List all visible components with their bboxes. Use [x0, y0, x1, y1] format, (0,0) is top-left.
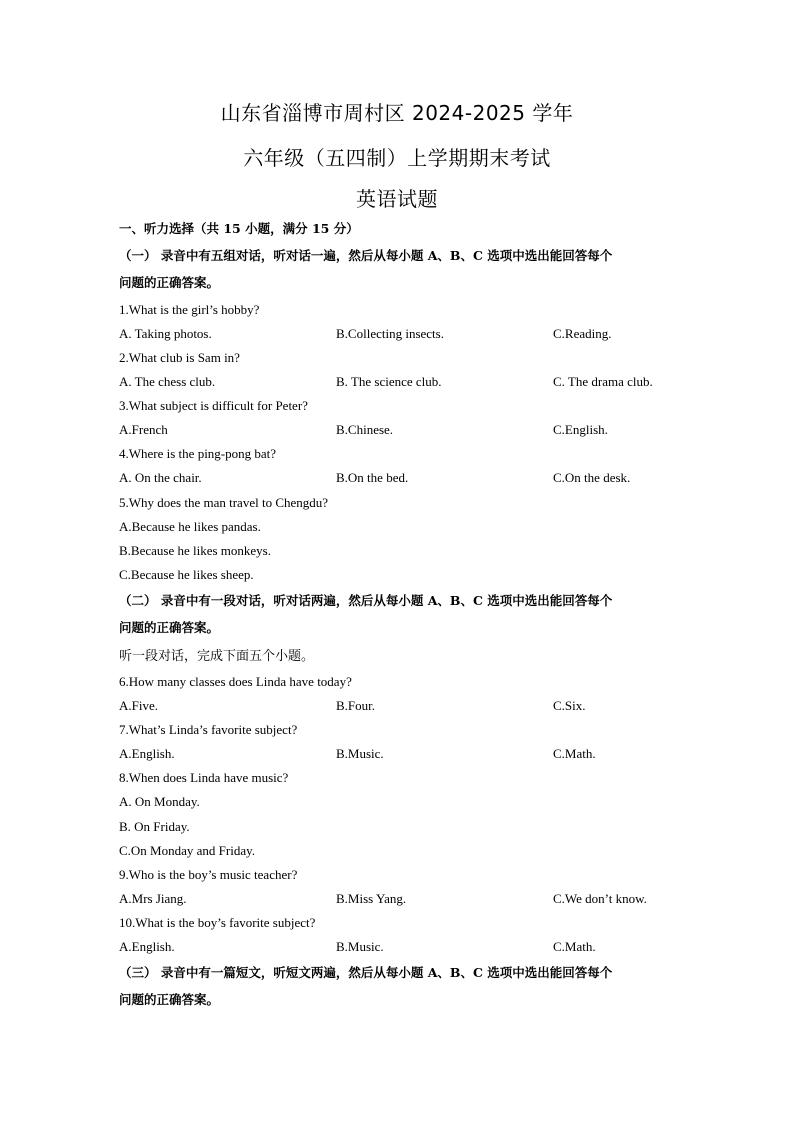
question-2-stem: 2.What club is Sam in?: [119, 350, 240, 365]
question-3-option-b: B.Chinese.: [336, 422, 394, 437]
question-7-option-b: B.Music.: [336, 746, 384, 761]
title-line-2: 六年级（五四制）上学期期末考试: [243, 146, 551, 170]
question-8-option-a: A. On Monday.: [119, 794, 200, 809]
question-8-option-b: B. On Friday.: [119, 819, 190, 834]
question-10-option-b: B.Music.: [336, 939, 384, 954]
question-1-option-a: A. Taking photos.: [119, 326, 212, 341]
question-4-stem: 4.Where is the ping-pong bat?: [119, 446, 277, 461]
part1-instruction: （一） 录音中有五组对话，听对话一遍，然后从每小题 A、B、C 选项中选出能回答每个: [119, 248, 613, 263]
question-9-stem: 9.Who is the boy’s music teacher?: [119, 867, 298, 882]
section-heading: 一、听力选择（共 15 小题，满分 15 分）: [119, 221, 359, 236]
question-8-stem: 8.When does Linda have music?: [119, 770, 289, 785]
question-6-option-b: B.Four.: [336, 698, 376, 713]
question-5-stem: 5.Why does the man travel to Chengdu?: [119, 495, 329, 510]
part3-instruction: （三） 录音中有一篇短文，听短文两遍，然后从每小题 A、B、C 选项中选出能回答每个: [119, 965, 613, 980]
question-4-option-c: C.On the desk.: [553, 470, 631, 485]
question-5-option-a: A.Because he likes pandas.: [119, 519, 261, 534]
question-1-option-b: B.Collecting insects.: [336, 326, 444, 341]
question-8-option-c: C.On Monday and Friday.: [119, 843, 256, 858]
title-line-3: 英语试题: [356, 187, 438, 211]
question-2-option-a: A. The chess club.: [119, 374, 216, 389]
part2-instruction: （二） 录音中有一段对话，听对话两遍，然后从每小题 A、B、C 选项中选出能回答每个: [119, 593, 613, 608]
question-7-option-c: C.Math.: [553, 746, 596, 761]
question-7-stem: 7.What’s Linda’s favorite subject?: [119, 722, 298, 737]
part1-instruction-cont: 问题的正确答案。: [119, 275, 220, 290]
question-10-option-a: A.English.: [119, 939, 175, 954]
question-6-option-c: C.Six.: [553, 698, 586, 713]
question-3-option-a: A.French: [119, 422, 168, 437]
title-line-1: 山东省淄博市周村区 2024-2025 学年: [220, 101, 574, 125]
question-1-option-c: C.Reading.: [553, 326, 612, 341]
part2-instruction-cont: 问题的正确答案。: [119, 620, 220, 635]
question-9-option-a: A.Mrs Jiang.: [119, 891, 187, 906]
question-4-option-b: B.On the bed.: [336, 470, 409, 485]
question-7-option-a: A.English.: [119, 746, 175, 761]
question-10-option-c: C.Math.: [553, 939, 596, 954]
question-9-option-b: B.Miss Yang.: [336, 891, 407, 906]
question-5-option-b: B.Because he likes monkeys.: [119, 543, 271, 558]
question-6-stem: 6.How many classes does Linda have today?: [119, 674, 352, 689]
question-3-option-c: C.English.: [553, 422, 608, 437]
question-4-option-a: A. On the chair.: [119, 470, 202, 485]
question-2-option-c: C. The drama club.: [553, 374, 653, 389]
question-10-stem: 10.What is the boy’s favorite subject?: [119, 915, 316, 930]
part2-note: 听一段对话，完成下面五个小题。: [119, 648, 315, 663]
question-2-option-b: B. The science club.: [336, 374, 442, 389]
part3-instruction-cont: 问题的正确答案。: [119, 992, 220, 1007]
question-3-stem: 3.What subject is difficult for Peter?: [119, 398, 308, 413]
question-9-option-c: C.We don’t know.: [553, 891, 647, 906]
question-1-stem: 1.What is the girl’s hobby?: [119, 302, 260, 317]
question-5-option-c: C.Because he likes sheep.: [119, 567, 254, 582]
question-6-option-a: A.Five.: [119, 698, 158, 713]
